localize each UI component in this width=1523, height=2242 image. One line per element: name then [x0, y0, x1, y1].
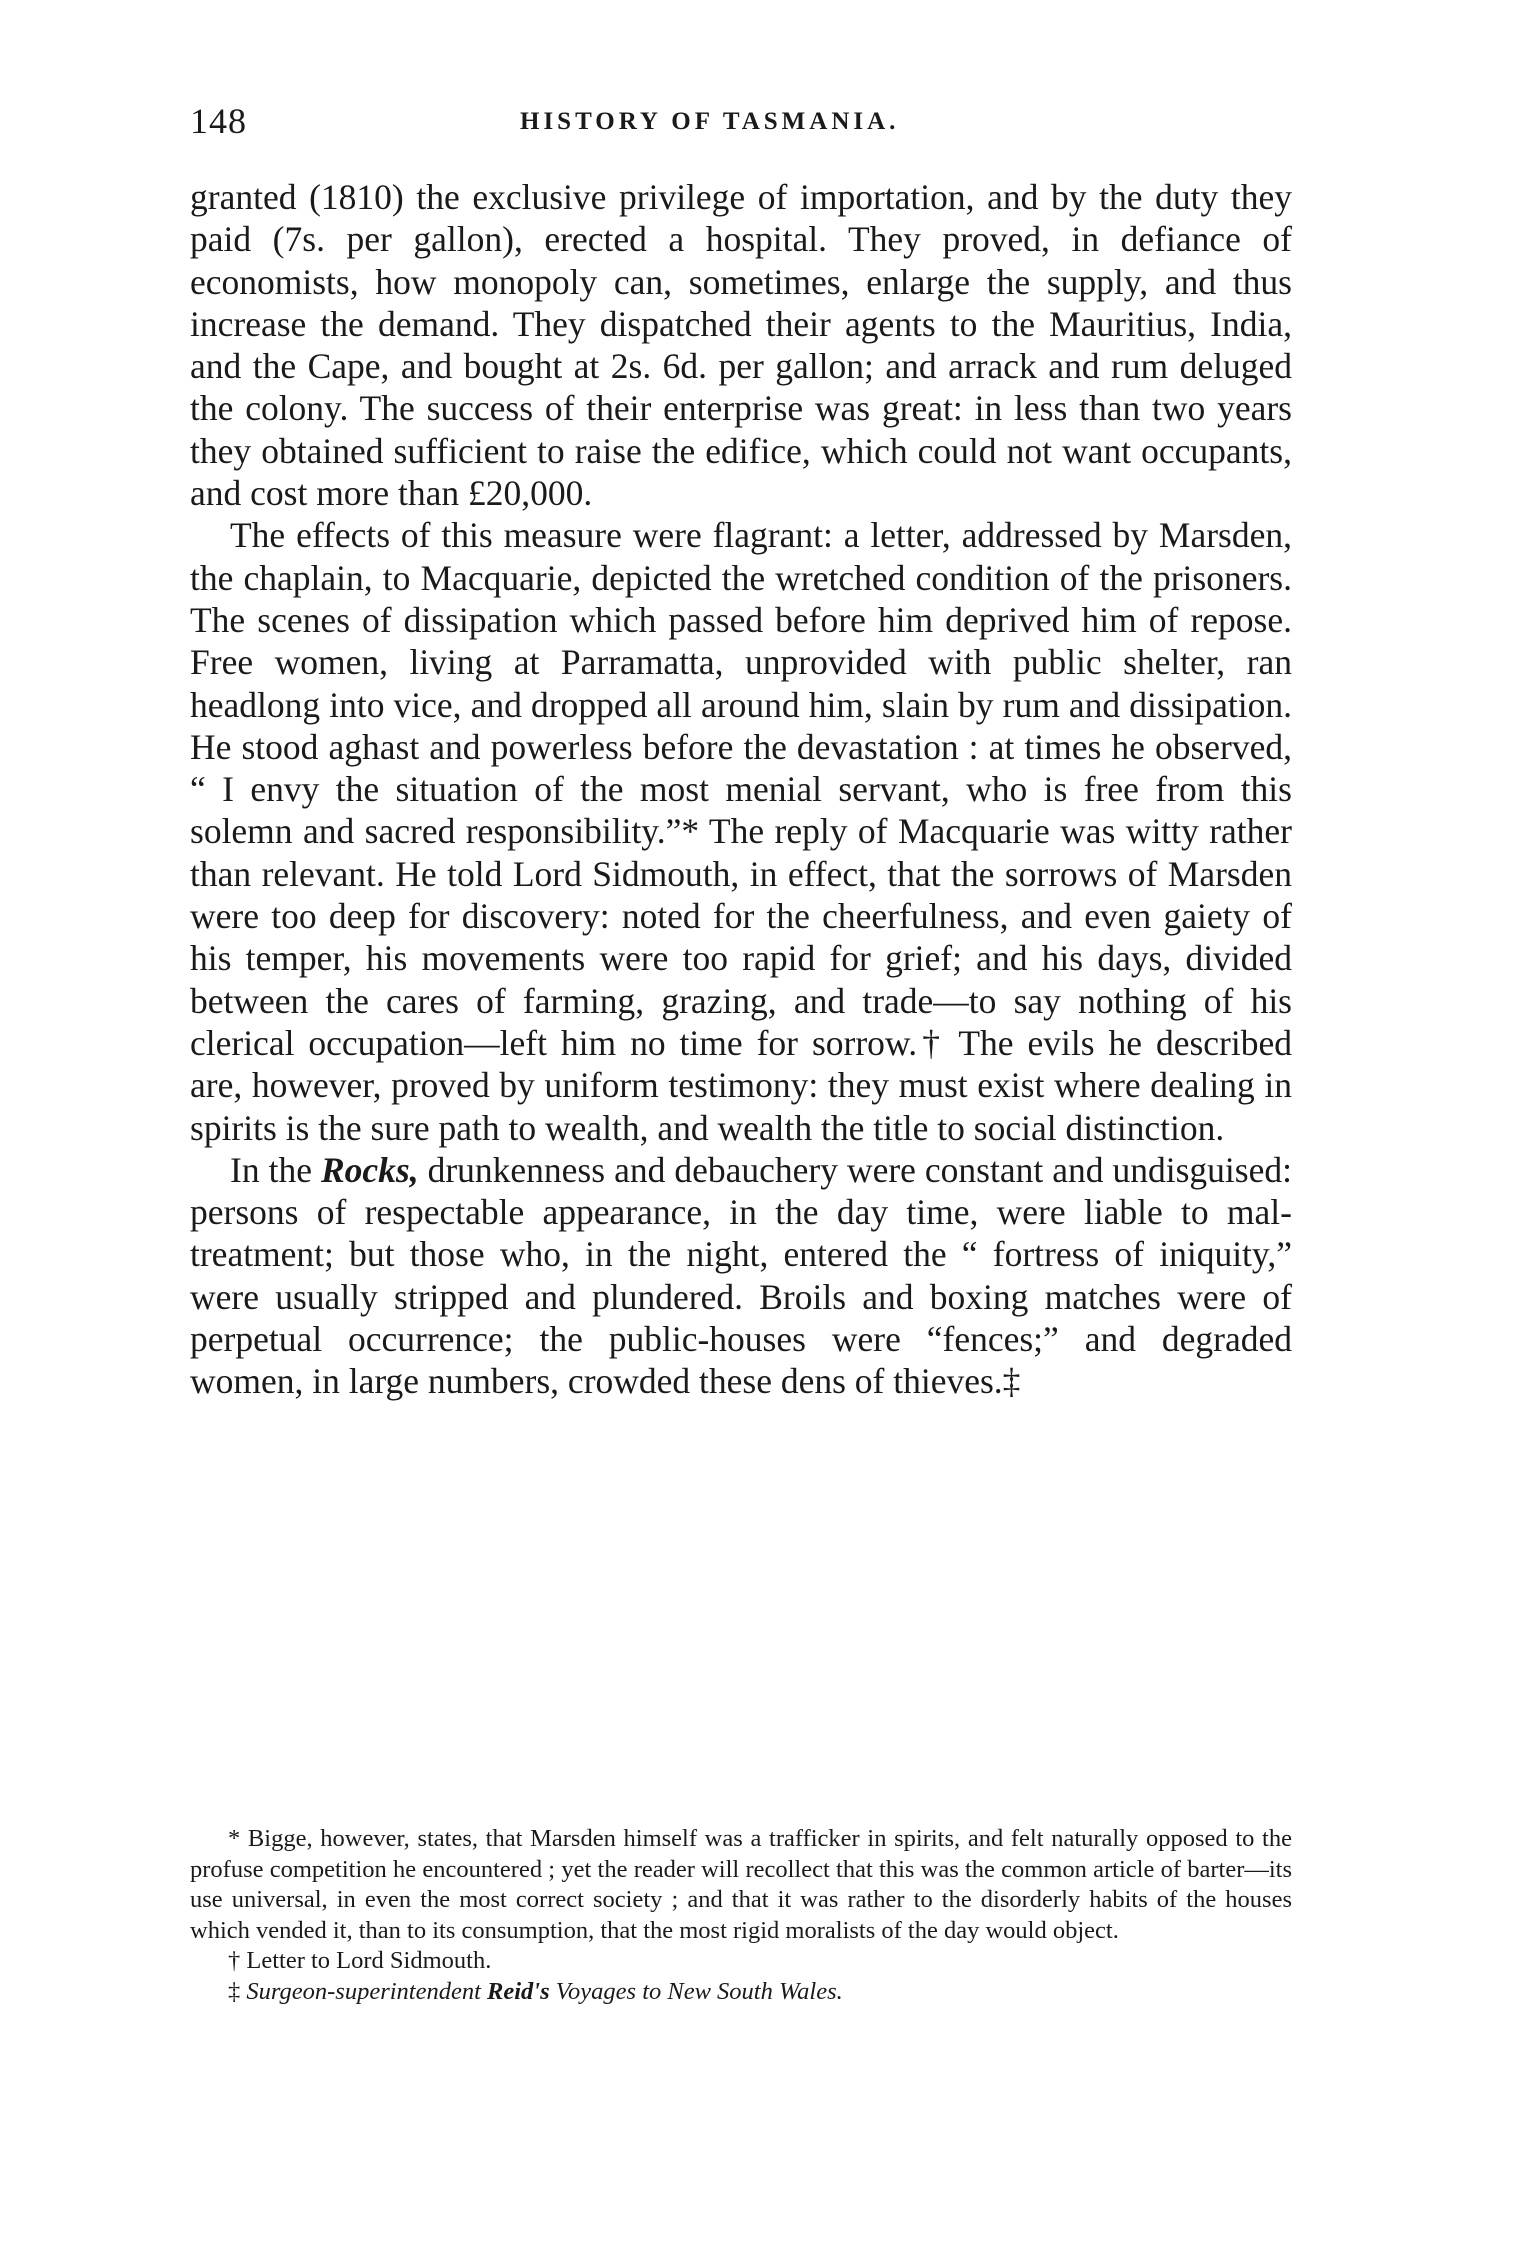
page-number: 148: [190, 101, 247, 141]
paragraph-3-emphasis: Rocks,: [320, 1149, 419, 1190]
footnote-3: [190, 1977, 1292, 2008]
body-text: [190, 176, 1292, 1403]
paragraph-3: [190, 1149, 1292, 1403]
footnote-3-rest: Voyages to New South Wales.: [549, 1977, 843, 2005]
running-title: HISTORY OF TASMANIA.: [520, 108, 900, 135]
running-head: [190, 100, 1300, 140]
footnotes: [190, 1824, 1292, 2007]
footnote-3-italic: Surgeon-superintendent: [246, 1977, 488, 2005]
paragraph-1: granted (1810) the exclusive privilege of importation, and by the duty they paid (7s. per gallon), erected a hospital. They proved, in defiance of economists, how monopoly can, sometimes, enlarge the supply, and thus increase the demand. They dispatched their agents to the Mauritius, India, and the Cape, and bought at 2s. 6d. per gallon; and arrack and rum deluged the colony. The success of their enterprise was great: in less than two years they obtained sufficient to raise the edifice, which could not want occupants, and cost more than £20,000.: [190, 177, 1292, 514]
footnote-3-mark: ‡: [228, 1977, 247, 2005]
paragraph-2: The effects of this measure were flagrant: a letter, addressed by Marsden, the chaplain, to Macquarie, depicted the wretched condition of the prisoners. The scenes of dissipation which passed before him deprived him of repose. Free women, living at Parramatta, unprovided with public shelter, ran headlong into vice, and dropped all around him, slain by rum and dissipation. He stood aghast and powerless before the devastation : at times he observed, “ I envy the situation of the most menial servant, who is free from this solemn and sacred responsibility.”* The reply of Macquarie was witty rather than relevant. He told Lord Sidmouth, in effect, that the sorrows of Marsden were too deep for discovery: noted for the cheerfulness, and even gaiety of his temper, his movements were too rapid for grief; and his days, divided between the cares of farming, grazing, and trade—to say nothing of his clerical occupation—left him no time for sorrow.† The evils he described are, however, proved by uniform testimony: they must exist where dealing in spirits is the sure path to wealth, and wealth the title to social distinction.: [190, 515, 1292, 1148]
footnote-2: † Letter to Lord Sidmouth.: [228, 1947, 492, 1974]
paragraph-3-rest: drunkenness and debauchery were constant and undisguised: persons of respectable appearance, in the day time, were liable to mal-treatment; but those who, in the night, entered the “ fortress of iniquity,” were usually stripped and plundered. Broils and boxing matches were of perpetual occurrence; the public-houses were “fences;” and degraded women, in large numbers, crowded these dens of thieves.‡: [190, 1149, 1292, 1402]
footnote-3-bold: Reid's: [487, 1977, 550, 2005]
paragraph-3-lead: In the: [230, 1149, 321, 1190]
footnote-1: * Bigge, however, states, that Marsden himself was a trafficker in spirits, and felt naturally opposed to the profuse competition he encountered ; yet the reader will recollect that this was the common article of barter—its use universal, in even the most correct society ; and that it was rather to the disorderly habits of the houses which vended it, than to its consumption, that the most rigid moralists of the day would object.: [190, 1825, 1292, 1944]
